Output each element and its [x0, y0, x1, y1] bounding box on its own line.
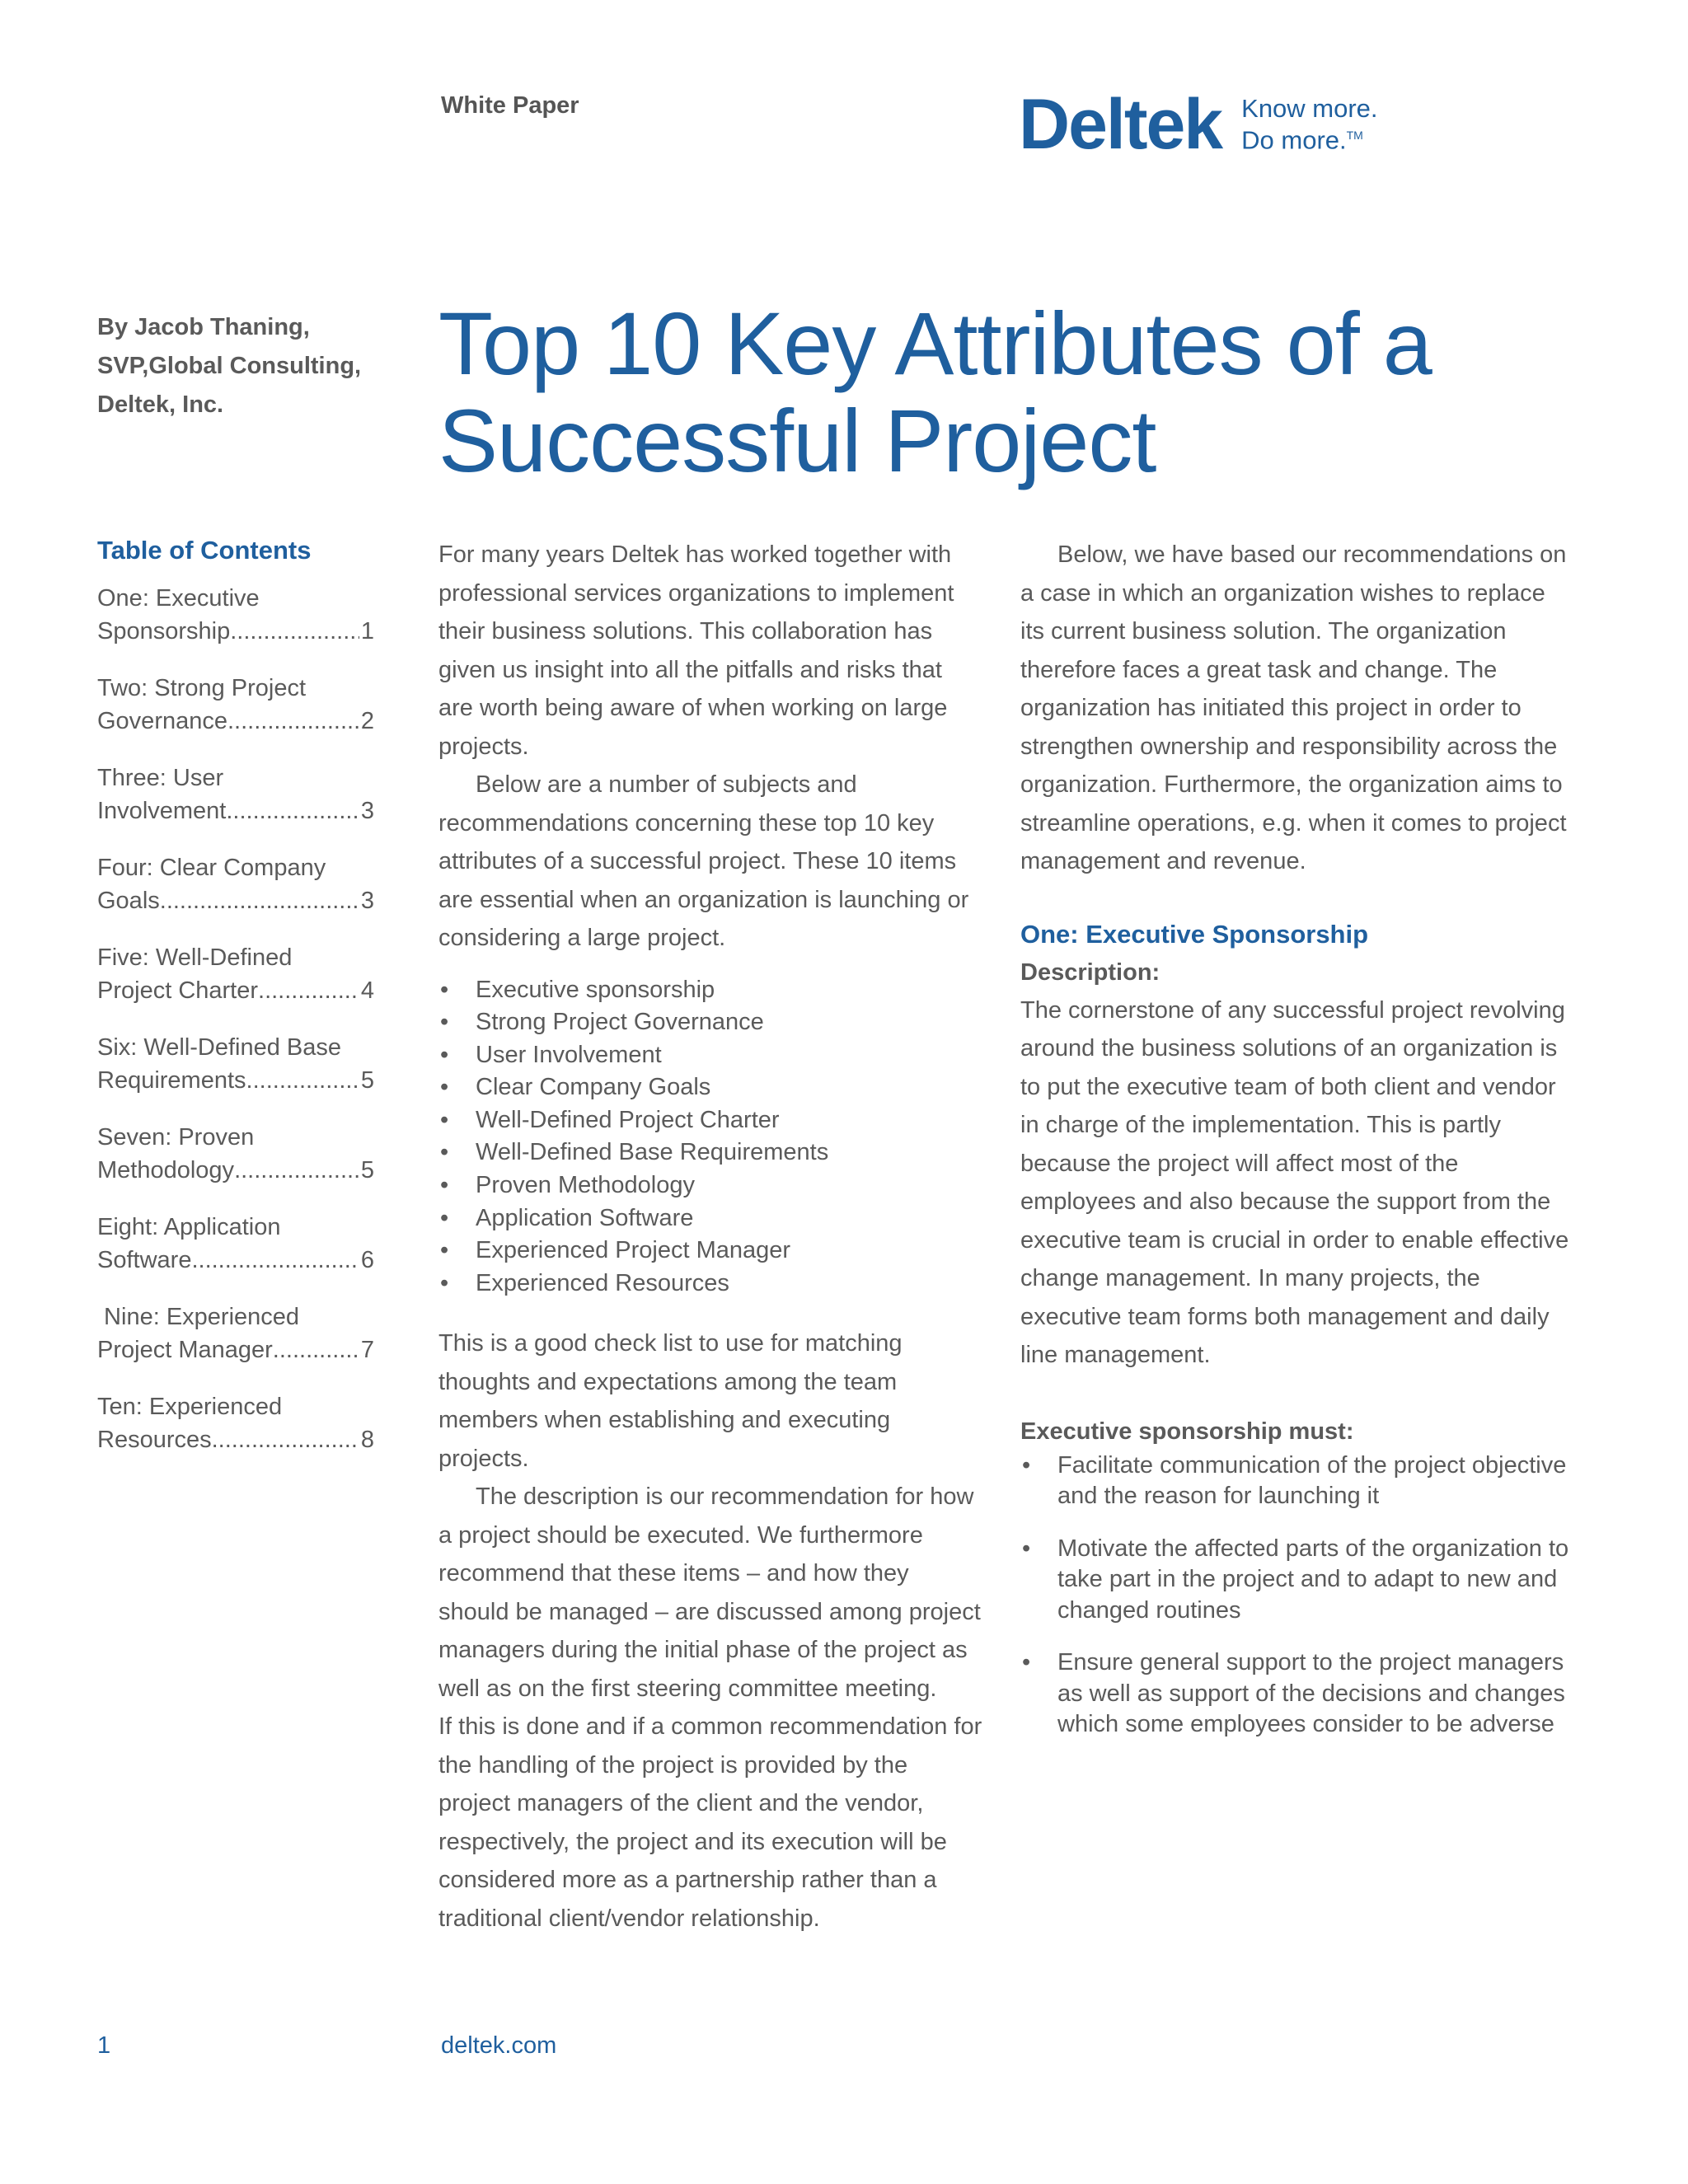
toc-item-page: 5 — [360, 1157, 374, 1183]
logo-tagline-line2: Do more. — [1241, 125, 1347, 155]
author-block — [97, 308, 394, 424]
list-item: • Proven Methodology — [438, 1169, 982, 1202]
toc-item-label: One: Executive — [97, 585, 260, 612]
toc-item-label-cont: Sponsorship — [97, 618, 231, 644]
toc-item-label-cont: Goals — [97, 888, 160, 914]
description-paragraph: The description is our recommendation for how a project should be executed. We furthermore recommend that these items – and how they should be managed – are discussed among project managers during the initial phase of the project as well as on the first steering committee meeting. — [438, 1483, 981, 1702]
list-item: • Motivate the affected parts of the organization to take part in the project and to adapt to new and changed routines — [1020, 1534, 1573, 1627]
toc-item-page: 4 — [360, 977, 374, 1004]
toc-item-label: Nine: Experienced — [97, 1304, 300, 1330]
deltek-logo — [1019, 85, 1378, 164]
checklist-paragraph: This is a good check list to use for matching thoughts and expectations among the team members when establishing and executing projects. — [438, 1330, 903, 1472]
toc-item[interactable] — [97, 762, 374, 827]
author-company: Deltek, Inc. — [97, 391, 224, 418]
toc-item-label: Ten: Experienced — [97, 1394, 283, 1420]
page-number: 1 — [97, 2032, 111, 2059]
toc-item-label-cont: Requirements — [97, 1067, 246, 1094]
list-item: • Experienced Resources — [438, 1268, 982, 1301]
toc-item-label-cont: Involvement — [97, 798, 227, 824]
toc-leader-dots — [246, 1064, 359, 1097]
body-column-left — [438, 536, 982, 1938]
toc-item[interactable] — [97, 582, 374, 648]
subjects-paragraph: Below are a number of subjects and recommendations concerning these top 10 key attributes of a successful project. These 10 items are essential when an organization is launching or considering a large project. — [438, 771, 969, 951]
toc-item-page: 3 — [360, 888, 374, 914]
toc-item-label: Four: Clear Company — [97, 855, 326, 881]
toc-item[interactable] — [97, 1390, 374, 1456]
list-item: • Facilitate communication of the project objective and the reason for launching it — [1020, 1451, 1573, 1512]
toc-leader-dots — [226, 794, 359, 827]
logo-wordmark: Deltek — [1019, 85, 1222, 164]
toc-item-label: Three: User — [97, 765, 224, 791]
toc-item[interactable] — [97, 1031, 374, 1097]
toc-item-label: Eight: Application — [97, 1214, 281, 1240]
list-item: • Ensure general support to the project managers as well as support of the decisions and changes which some employees consider to be adverse — [1020, 1647, 1573, 1741]
toc-leader-dots — [234, 1154, 359, 1187]
list-item: • Application Software — [438, 1202, 982, 1235]
toc-leader-dots — [230, 615, 359, 648]
toc-item-page: 5 — [360, 1067, 374, 1094]
list-item: • Clear Company Goals — [438, 1071, 982, 1104]
author-name: By Jacob Thaning, — [97, 314, 310, 340]
toc-leader-dots — [191, 1244, 359, 1277]
toc-item-label: Seven: Proven — [97, 1124, 255, 1151]
must-list — [1020, 1451, 1573, 1741]
toc-item-page: 8 — [360, 1427, 374, 1453]
intro-paragraph: For many years Deltek has worked together with professional services organizations to implement their business solutions. This collaboration has given us insight into all the pitfalls and risks that are worth being aware of when working on large projects. — [438, 541, 954, 760]
toc-item-page: 6 — [360, 1247, 374, 1273]
author-role: SVP,Global Consulting, — [97, 353, 362, 379]
logo-tagline — [1241, 93, 1378, 155]
list-item: • Executive sponsorship — [438, 974, 982, 1007]
body-column-right — [1020, 536, 1573, 1762]
list-item: • User Involvement — [438, 1039, 982, 1072]
toc-item-label-cont: Resources — [97, 1427, 212, 1453]
toc-item-page: 7 — [360, 1337, 374, 1363]
toc-title: Table of Contents — [97, 536, 312, 565]
footer-url-link[interactable]: deltek.com — [441, 2032, 557, 2059]
toc-item[interactable] — [97, 1301, 374, 1366]
toc-item[interactable] — [97, 941, 374, 1007]
table-of-contents — [97, 536, 374, 1480]
toc-item-page: 3 — [360, 798, 374, 824]
list-item: • Well-Defined Project Charter — [438, 1104, 982, 1137]
toc-item-label: Five: Well-Defined — [97, 944, 293, 971]
toc-item-label-cont: Software — [97, 1247, 192, 1273]
toc-leader-dots — [258, 974, 359, 1007]
toc-item-page: 2 — [360, 708, 374, 734]
must-heading: Executive sponsorship must: — [1020, 1418, 1354, 1445]
page-title-line1: Top 10 Key Attributes of a — [438, 293, 1432, 393]
toc-item-label: Two: Strong Project — [97, 675, 307, 701]
document-type-label: White Paper — [441, 92, 579, 119]
sponsorship-paragraph: The cornerstone of any successful project revolving around the business solutions of an organization is to put the executive team of both client and vendor in charge of the implementation. This is partly because the project will affect most of the employees and also because the support from the executive team is crucial in order to enable effective change management. In many projects, the executive team forms both management and daily line management. — [1020, 996, 1569, 1368]
toc-leader-dots — [160, 884, 359, 917]
toc-item-label-cont: Project Manager — [97, 1337, 273, 1363]
toc-leader-dots — [273, 1333, 359, 1366]
list-item: • Strong Project Governance — [438, 1006, 982, 1039]
description-label: Description: — [1020, 958, 1160, 986]
toc-item-label-cont: Project Charter — [97, 977, 259, 1004]
list-item: • Well-Defined Base Requirements — [438, 1137, 982, 1169]
toc-item-page: 1 — [360, 618, 374, 644]
toc-item[interactable] — [97, 672, 374, 738]
case-paragraph: Below, we have based our recommendations on a case in which an organization wishes to replace its current business solution. The organization therefore faces a great task and change. The organization has initiated this project in order to strengthen ownership and responsibility across the organization. Furthermore, the organization aims to streamline operations, e.g. when it comes to project management and revenue. — [1020, 541, 1567, 874]
toc-item[interactable] — [97, 851, 374, 917]
toc-leader-dots — [212, 1423, 359, 1456]
toc-item-label-cont: Methodology — [97, 1157, 235, 1183]
toc-item[interactable] — [97, 1211, 374, 1277]
page-title-line2: Successful Project — [438, 391, 1156, 490]
page-title — [438, 295, 1592, 490]
toc-item-label: Six: Well-Defined Base — [97, 1034, 342, 1061]
toc-leader-dots — [227, 705, 359, 738]
toc-item-label-cont: Governance — [97, 708, 227, 734]
list-item: • Experienced Project Manager — [438, 1235, 982, 1268]
partnership-paragraph: If this is done and if a common recommendation for the handling of the project is provided by the project managers of the client and the vendor, respectively, the project and its execution will be considered more as a partnership rather than a traditional client/vendor relationship. — [438, 1713, 982, 1932]
attributes-list — [438, 974, 982, 1301]
section-heading-executive-sponsorship: One: Executive Sponsorship — [1020, 919, 1369, 949]
logo-tagline-line1: Know more. — [1241, 93, 1378, 123]
toc-item[interactable] — [97, 1121, 374, 1187]
trademark-mark: TM — [1346, 128, 1363, 142]
